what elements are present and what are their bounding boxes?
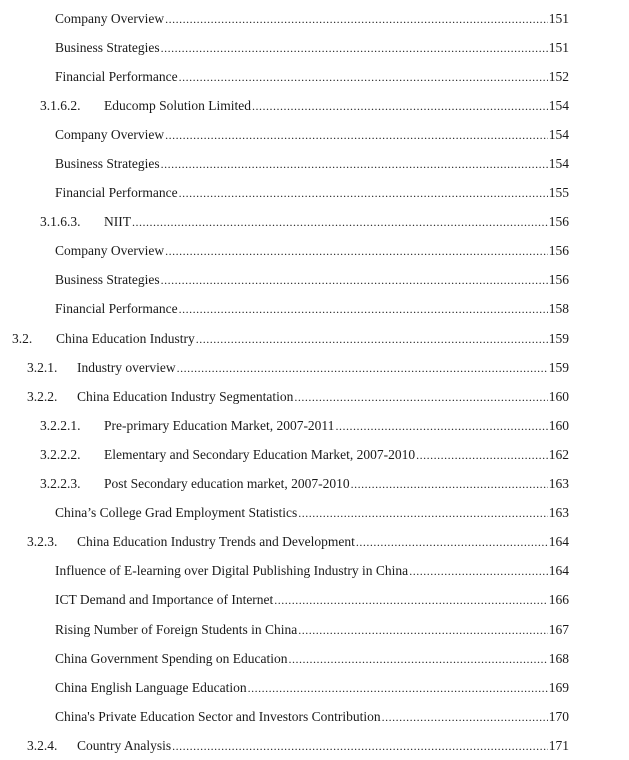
toc-entry-page-number[interactable]: 166 (548, 592, 569, 608)
toc-entry[interactable] (0, 673, 629, 702)
dot-leader (288, 652, 547, 667)
toc-entry-page-number[interactable]: 163 (548, 505, 569, 521)
toc-entry-page-number[interactable]: 156 (548, 243, 569, 259)
dot-leader (161, 41, 548, 56)
toc-entry[interactable] (0, 411, 629, 440)
dot-leader (409, 564, 548, 579)
dot-leader (382, 710, 548, 725)
toc-entry-page-number[interactable]: 160 (548, 388, 569, 404)
toc-entry[interactable] (0, 62, 629, 91)
toc-entry-page-number[interactable]: 154 (548, 156, 569, 172)
dot-leader (179, 186, 548, 201)
toc-entry-page-number[interactable]: 170 (548, 708, 569, 724)
toc-entry-title[interactable]: Industry overview (77, 359, 176, 375)
dot-leader (177, 361, 548, 376)
toc-entry-page-number[interactable]: 164 (548, 563, 569, 579)
dot-leader (335, 419, 547, 434)
toc-entry[interactable] (0, 731, 629, 760)
toc-entry-title[interactable]: China English Language Education (55, 679, 247, 695)
toc-entry-page-number[interactable]: 169 (548, 679, 569, 695)
dot-leader (252, 99, 548, 114)
toc-entry-number: 3.2.2.1. (40, 417, 81, 433)
toc-entry[interactable] (0, 91, 629, 120)
toc-entry-page-number[interactable]: 162 (548, 446, 569, 462)
toc-entry-page-number[interactable]: 156 (548, 214, 569, 230)
toc-entry-title[interactable]: Company Overview (55, 243, 165, 259)
toc-entry-number: 3.1.6.3. (40, 214, 81, 230)
toc-entry-page-number[interactable]: 158 (548, 301, 569, 317)
toc-entry-title[interactable]: Company Overview (55, 126, 165, 142)
table-of-contents (0, 4, 629, 760)
toc-entry-page-number[interactable]: 167 (548, 621, 569, 637)
dot-leader (351, 477, 548, 492)
toc-entry-title[interactable]: Influence of E-learning over Digital Publishing Industry in China (55, 563, 409, 579)
dot-leader (248, 681, 548, 696)
dot-leader (132, 215, 548, 230)
toc-entry-page-number[interactable]: 154 (548, 97, 569, 113)
toc-entry-page-number[interactable]: 160 (548, 417, 569, 433)
toc-entry-number: 3.2.4. (27, 737, 58, 753)
toc-entry[interactable] (0, 120, 629, 149)
toc-entry-page-number[interactable]: 171 (548, 737, 569, 753)
toc-entry-title[interactable]: Rising Number of Foreign Students in China (55, 621, 298, 637)
toc-entry-title[interactable]: Company Overview (55, 10, 165, 26)
toc-entry-title[interactable]: China Education Industry (56, 330, 195, 346)
toc-entry-title[interactable]: NIIT (104, 214, 131, 230)
toc-entry-title[interactable]: Financial Performance (55, 301, 178, 317)
toc-entry[interactable] (0, 4, 629, 33)
dot-leader (165, 128, 548, 143)
toc-entry-number: 3.2. (12, 330, 33, 346)
toc-entry[interactable] (0, 615, 629, 644)
dot-leader (298, 506, 548, 521)
dot-leader (416, 448, 548, 463)
toc-entry[interactable] (0, 295, 629, 324)
toc-entry[interactable] (0, 557, 629, 586)
toc-entry[interactable] (0, 644, 629, 673)
toc-entry[interactable] (0, 149, 629, 178)
toc-entry-page-number[interactable]: 159 (548, 359, 569, 375)
toc-entry-title[interactable]: Financial Performance (55, 185, 178, 201)
dot-leader (196, 332, 548, 347)
toc-entry-title[interactable]: ICT Demand and Importance of Internet (55, 592, 274, 608)
toc-entry[interactable] (0, 528, 629, 557)
toc-entry[interactable] (0, 470, 629, 499)
toc-entry[interactable] (0, 702, 629, 731)
toc-entry-title[interactable]: Post Secondary education market, 2007-2010 (104, 476, 350, 492)
toc-entry-title[interactable]: Business Strategies (55, 272, 160, 288)
dot-leader (161, 157, 548, 172)
toc-entry-page-number[interactable]: 159 (548, 330, 569, 346)
toc-entry-title[interactable]: Elementary and Secondary Education Market, 2007-2010 (104, 446, 416, 462)
toc-entry[interactable] (0, 499, 629, 528)
toc-entry-page-number[interactable]: 164 (548, 534, 569, 550)
toc-entry[interactable] (0, 266, 629, 295)
dot-leader (179, 302, 548, 317)
toc-entry-page-number[interactable]: 154 (548, 126, 569, 142)
toc-entry[interactable] (0, 440, 629, 469)
toc-entry[interactable] (0, 33, 629, 62)
toc-entry[interactable] (0, 353, 629, 382)
toc-entry-page-number[interactable]: 168 (548, 650, 569, 666)
toc-entry[interactable] (0, 586, 629, 615)
toc-entry-title[interactable]: China’s College Grad Employment Statistics (55, 505, 298, 521)
dot-leader (294, 390, 547, 405)
toc-entry[interactable] (0, 237, 629, 266)
toc-entry-title[interactable]: China Education Industry Segmentation (77, 388, 294, 404)
toc-entry[interactable] (0, 382, 629, 411)
toc-entry-number: 3.2.2. (27, 388, 58, 404)
toc-entry-title[interactable]: Business Strategies (55, 156, 160, 172)
dot-leader (298, 623, 548, 638)
toc-entry-title[interactable]: Educomp Solution Limited (104, 97, 251, 113)
toc-entry-title[interactable]: Pre-primary Education Market, 2007-2011 (104, 417, 335, 433)
toc-entry-page-number[interactable]: 155 (548, 185, 569, 201)
toc-entry[interactable] (0, 208, 629, 237)
toc-entry-number: 3.2.1. (27, 359, 58, 375)
toc-entry-number: 3.1.6.2. (40, 97, 81, 113)
toc-entry-title[interactable]: Business Strategies (55, 39, 160, 55)
toc-entry-title[interactable]: Country Analysis (77, 737, 172, 753)
dot-leader (172, 739, 548, 754)
toc-entry-page-number[interactable]: 151 (548, 10, 569, 26)
toc-entry-title[interactable]: China Education Industry Trends and Development (77, 534, 355, 550)
toc-entry-title[interactable]: Financial Performance (55, 68, 178, 84)
toc-entry-title[interactable]: China Government Spending on Education (55, 650, 288, 666)
toc-entry-number: 3.2.2.2. (40, 446, 81, 462)
toc-entry-page-number[interactable]: 156 (548, 272, 569, 288)
toc-entry-number: 3.2.2.3. (40, 476, 81, 492)
toc-entry[interactable] (0, 179, 629, 208)
toc-entry-number: 3.2.3. (27, 534, 58, 550)
toc-entry-page-number[interactable]: 152 (548, 68, 569, 84)
dot-leader (179, 70, 548, 85)
dot-leader (161, 273, 548, 288)
dot-leader (165, 12, 548, 27)
toc-entry[interactable] (0, 324, 629, 353)
toc-entry-title[interactable]: China's Private Education Sector and Investors Contribution (55, 708, 381, 724)
dot-leader (274, 593, 547, 608)
toc-entry-page-number[interactable]: 163 (548, 476, 569, 492)
toc-entry-page-number[interactable]: 151 (548, 39, 569, 55)
dot-leader (356, 535, 548, 550)
dot-leader (165, 244, 548, 259)
